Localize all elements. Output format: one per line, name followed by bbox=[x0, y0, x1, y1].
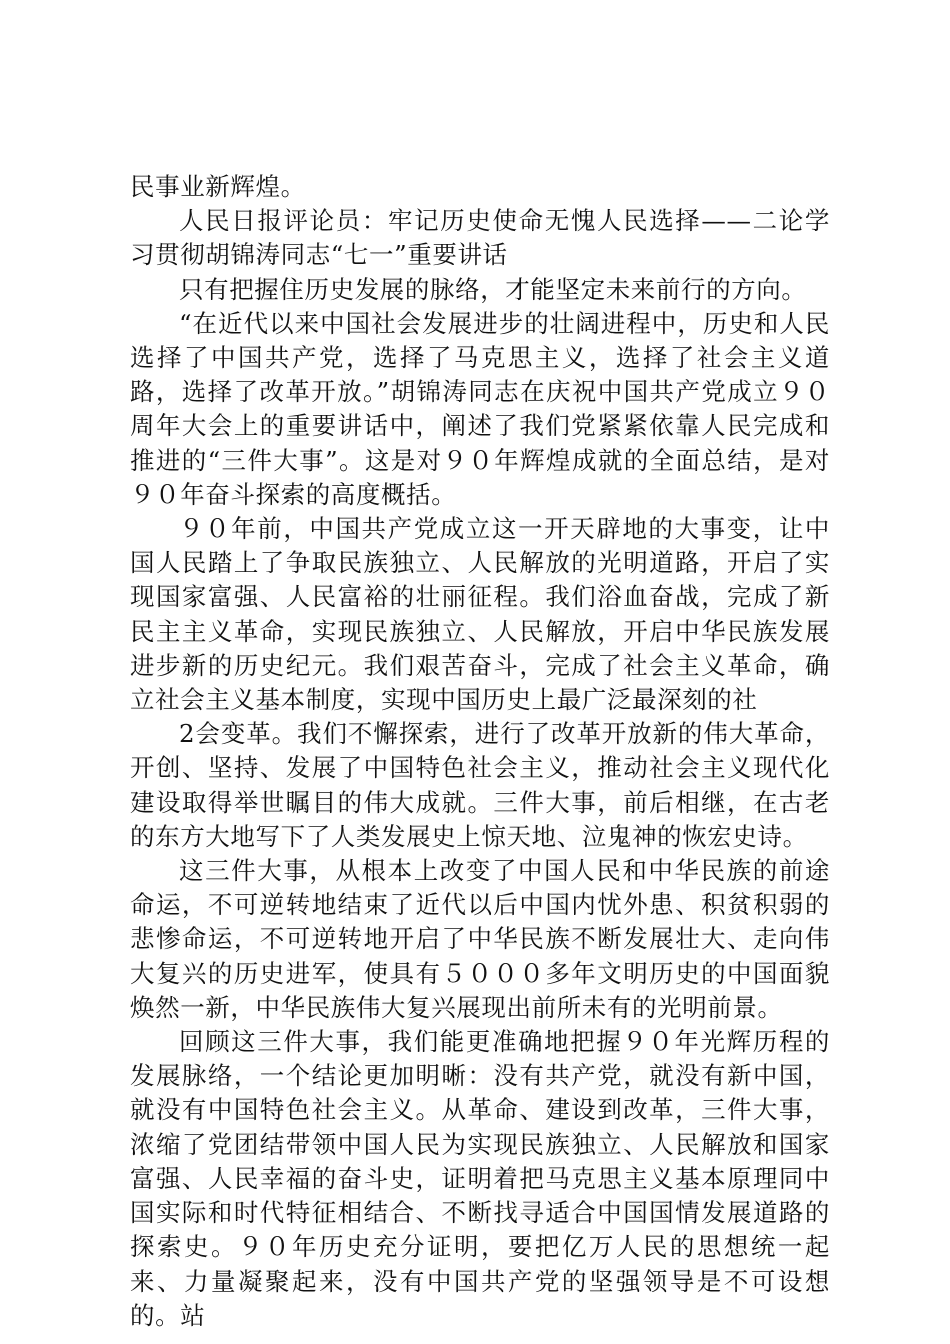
paragraph: 只有把握住历史发展的脉络，才能坚定未来前行的方向。 bbox=[179, 274, 807, 304]
paragraph: 民事业新辉煌。 bbox=[130, 172, 306, 201]
paragraph: 人民日报评论员：牢记历史使命无愧人民选择——二论学习贯彻胡锦涛同志“七一”重要讲话 bbox=[130, 206, 830, 270]
document-body bbox=[130, 170, 830, 1333]
paragraph: 2会变革。我们不懈探索，进行了改革开放新的伟大革命，开创、坚持、发展了中国特色社会主义，推动社会主义现代化建设取得举世瞩目的伟大成就。三件大事，前后相继，在古老的东方大地写下了人类发展史上惊天地、泣鬼神的恢宏史诗。 bbox=[130, 719, 830, 851]
paragraph: 这三件大事，从根本上改变了中国人民和中华民族的前途命运，不可逆转地结束了近代以后中国内忧外患、积贫积弱的悲惨命运，不可逆转地开启了中华民族不断发展壮大、走向伟大复兴的历史进军，使具有５０００多年文明历史的中国面貌焕然一新，中华民族伟大复兴展现出前所未有的光明前景。 bbox=[130, 856, 830, 1022]
paragraph: “在近代以来中国社会发展进步的壮阔进程中，历史和人民选择了中国共产党，选择了马克思主义，选择了社会主义道路，选择了改革开放。”胡锦涛同志在庆祝中国共产党成立９０周年大会上的重要讲话中，阐述了我们党紧紧依靠人民完成和推进的“三件大事”。这是对９０年辉煌成就的全面总结，是对９０年奋斗探索的高度概括。 bbox=[130, 308, 830, 509]
paragraph: 回顾这三件大事，我们能更准确地把握９０年光辉历程的发展脉络，一个结论更加明晰：没有共产党，就没有新中国，就没有中国特色社会主义。从革命、建设到改革，三件大事，浓缩了党团结带领中国人民为实现民族独立、人民解放和国家富强、人民幸福的奋斗史，证明着把马克思主义基本原理同中国实际和时代特征相结合、不断找寻适合中国国情发展道路的探索史。９０年历史充分证明，要把亿万人民的思想统一起来、力量凝聚起来，没有中国共产党的坚强领导是不可设想的。站 bbox=[130, 1027, 830, 1330]
paragraph: ９０年前，中国共产党成立这一开天辟地的大事变，让中国人民踏上了争取民族独立、人民解放的光明道路，开启了实现国家富强、人民富裕的壮丽征程。我们浴血奋战，完成了新民主主义革命，实现民族独立、人民解放，开启中华民族发展进步新的历史纪元。我们艰苦奋斗，完成了社会主义革命，确立社会主义基本制度，实现中国历史上最广泛最深刻的社 bbox=[130, 514, 830, 715]
